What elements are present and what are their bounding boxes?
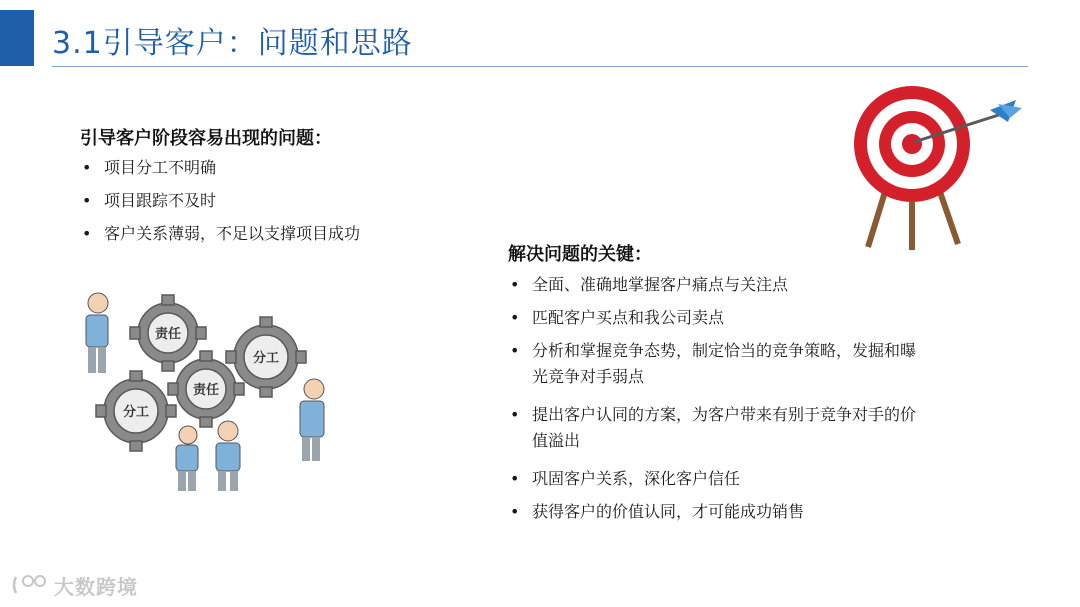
title-divider xyxy=(52,66,1028,67)
bullet-icon: • xyxy=(510,341,520,360)
person-figure-icon xyxy=(300,379,324,461)
list-item-text: 项目分工不明确 xyxy=(104,158,217,177)
list-item-text: 客户关系薄弱，不足以支撑项目成功 xyxy=(104,224,361,243)
bullet-icon: • xyxy=(510,308,520,327)
solutions-heading: 解决问题的关键： xyxy=(508,244,652,265)
watermark-text: 大数跨境 xyxy=(54,574,138,599)
target-arrow-illustration xyxy=(840,82,1030,252)
list-item xyxy=(508,305,928,331)
gear-label: 分工 xyxy=(252,351,280,366)
list-item xyxy=(80,221,460,247)
gear-label: 责任 xyxy=(192,383,220,398)
gear-label: 分工 xyxy=(122,405,150,420)
bullet-icon: • xyxy=(82,224,92,243)
slide-title: 3.1引导客户：问题和思路 xyxy=(52,26,413,61)
bullet-icon: • xyxy=(510,275,520,294)
gears-teamwork-illustration xyxy=(78,285,338,495)
list-item-text: 分析和掌握竞争态势，制定恰当的竞争策略，发掘和曝光竞争对手弱点 xyxy=(532,341,917,386)
list-item xyxy=(508,466,928,492)
watermark-logo-icon xyxy=(10,573,48,597)
title-accent-bar xyxy=(0,10,34,66)
bullet-icon: • xyxy=(510,405,520,424)
list-item xyxy=(508,272,928,298)
list-item xyxy=(508,338,928,390)
list-item-text: 全面、准确地掌握客户痛点与关注点 xyxy=(532,275,789,294)
target-icon xyxy=(854,86,970,250)
bullet-icon: • xyxy=(510,502,520,521)
solutions-list xyxy=(508,272,928,532)
problems-list xyxy=(80,155,460,254)
list-item xyxy=(80,188,460,214)
list-item xyxy=(508,499,928,525)
bullet-icon: • xyxy=(82,191,92,210)
list-item-text: 巩固客户关系，深化客户信任 xyxy=(532,469,741,488)
problems-heading: 引导客户阶段容易出现的问题： xyxy=(80,128,332,149)
bullet-icon: • xyxy=(510,469,520,488)
person-figure-icon xyxy=(216,421,240,491)
watermark xyxy=(10,570,138,600)
list-item-text: 匹配客户买点和我公司卖点 xyxy=(532,308,725,327)
list-item-text: 提出客户认同的方案，为客户带来有别于竞争对手的价值溢出 xyxy=(532,405,917,450)
person-figure-icon xyxy=(176,426,198,491)
person-figure-icon xyxy=(86,293,108,373)
gear-label: 责任 xyxy=(154,327,182,342)
bullet-icon: • xyxy=(82,158,92,177)
list-item-text: 项目跟踪不及时 xyxy=(104,191,217,210)
list-item xyxy=(508,402,928,454)
list-item-text: 获得客户的价值认同，才可能成功销售 xyxy=(532,502,805,521)
list-item xyxy=(80,155,460,181)
